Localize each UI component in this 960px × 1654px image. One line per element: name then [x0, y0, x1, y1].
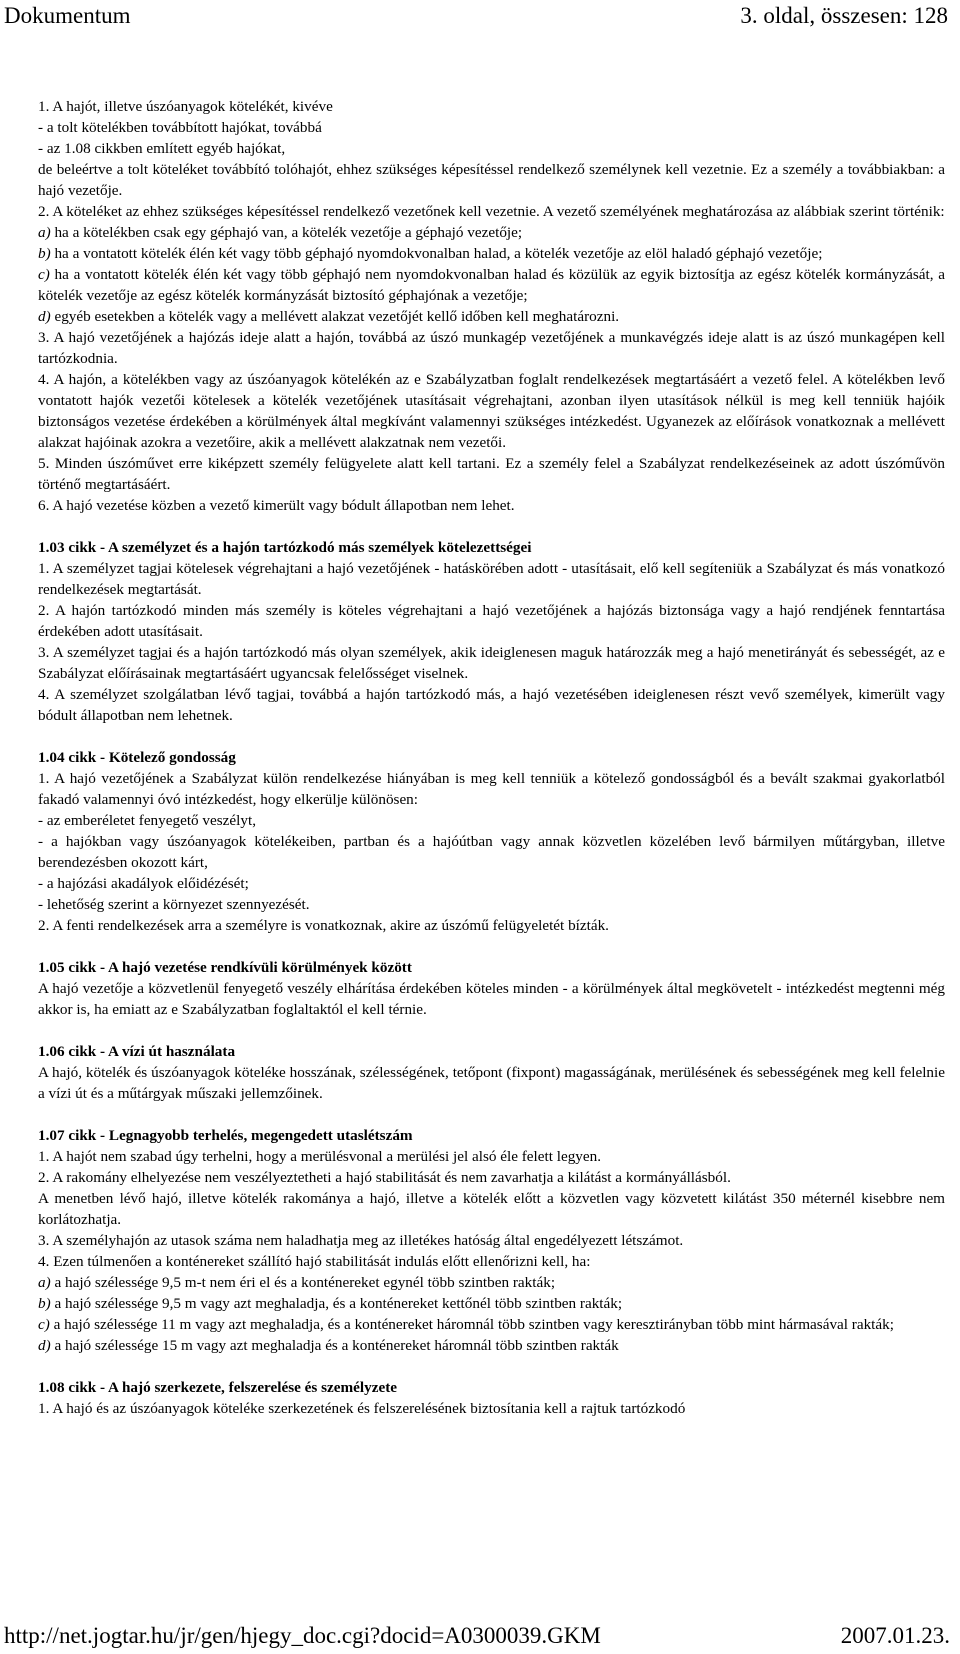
- section-1-03: [38, 537, 945, 726]
- section-para: A menetben lévő hajó, illetve kötelék rakománya a hajó, illetve a kötelék előtt a közvetlen vagy közvetett kilátást 350 méternél kisebbre nem korlátozhatja.: [38, 1190, 945, 1228]
- footer-date: 2007.01.23.: [840, 1623, 950, 1648]
- item-text: ha a vontatott kötelék élén két vagy több géphajó nem nyomdokvonalban halad és közülük az egyik biztosítja az egész kötelék kormányzását, a kötelék vezetője az egész kötelék kormányzását biztosító géphajónak a vezetője;: [38, 266, 945, 304]
- para-1-line-1: 1. A hajót, illetve úszóanyagok kötelékét, kivéve: [38, 98, 333, 115]
- para-2-item-c: [38, 264, 945, 306]
- section-para: 2. A rakomány elhelyezése nem veszélyeztetheti a hajó stabilitását és nem zavarhatja a kilátást a kormányállásból.: [38, 1169, 731, 1186]
- para-4: 4. A hajón, a kötelékben vagy az úszóanyagok kötelékén az e Szabályzatban foglalt rendelkezések megtartásáért a vezető felel. A kötelékben levő vontatott hajók vezetői kötelesek a kötelék vezetőjének utasításait végrehajtani, azonban ilyen utasítások nélkül is meg kell tenniük hajóik biztonságos vezetése érdekében a körülmények által megkívánt valamennyi szükséges intézkedést. Ugyanezek az előírások vonatkoznak a mellévett alakzat hajóinak azokra a vezetőire, akik a mellévett alakzatnak nem vezetői.: [38, 371, 945, 451]
- para-2: 2. A köteléket az ehhez szükséges képesítéssel rendelkező vezetőnek kell vezetnie. A vezető személyének meghatározása az alábbiak szerint történik:: [38, 203, 945, 220]
- section-title: 1.08 cikk - A hajó szerkezete, felszerelése és személyzete: [38, 1379, 398, 1396]
- para-2-item-d: [38, 306, 945, 327]
- item-text: a hajó szélessége 11 m vagy azt meghaladja, és a konténereket háromnál több szintben vagy keresztirányban több mint hármasával rakták;: [49, 1316, 894, 1333]
- para-5: 5. Minden úszóművet erre kiképzett személy felügyelete alatt kell tartani. Ez a személy felel a Szabályzat rendelkezéseinek az adott úszóművön történő megtartásáért.: [38, 455, 945, 493]
- item-label: d): [38, 308, 51, 325]
- section-title: 1.04 cikk - Kötelező gondosság: [38, 749, 236, 766]
- section-para: 3. A személyhajón az utasok száma nem haladhatja meg az illetékes hatóság által engedélyezett létszámot.: [38, 1232, 684, 1249]
- document-body: [38, 96, 945, 1419]
- section-1-07: [38, 1125, 945, 1356]
- item-text: a hajó szélessége 15 m vagy azt meghaladja és a konténereket háromnál több szintben rakták: [50, 1337, 619, 1354]
- para-2-item-a: [38, 222, 945, 243]
- para-2-item-b: [38, 243, 945, 264]
- para-1-line-2: - a tolt kötelékben továbbított hajókat, továbbá: [38, 119, 322, 136]
- item-label: a): [38, 224, 51, 241]
- section-para: 1. A hajó és az úszóanyagok köteléke szerkezetének és felszerelésének biztosítania kell a rajtuk tartózkodó: [38, 1400, 686, 1417]
- header-page-counter: 3. oldal, összesen: 128: [740, 3, 948, 28]
- dash-item: - a hajókban vagy úszóanyagok kötelékeiben, partban és a hajóútban vagy annak közvetlen közelében levő bármilyen műtárgyban, illetve berendezésben okozott kárt,: [38, 833, 945, 871]
- page-header: [0, 0, 960, 32]
- list-item-c: [38, 1314, 945, 1335]
- item-label: c): [38, 1316, 50, 1333]
- section-title: 1.06 cikk - A vízi út használata: [38, 1043, 236, 1060]
- section-para: 1. A személyzet tagjai kötelesek végrehajtani a hajó vezetőjének - hatáskörében adott - utasításait, elő kell segíteniük a Szabályzat és más vonatkozó rendelkezések megtartását.: [38, 560, 945, 598]
- list-item-b: [38, 1293, 945, 1314]
- item-label: b): [38, 245, 51, 262]
- item-label: a): [38, 1274, 51, 1291]
- para-3: 3. A hajó vezetőjének a hajózás ideje alatt a hajón, továbbá az úszó munkagép vezetőjének a munkavégzés ideje alatt is az úszó munkagépen kell tartózkodnia.: [38, 329, 945, 367]
- section-para: 1. A hajó vezetőjének a Szabályzat külön rendelkezése hiányában is meg kell tenniük a kötelező gondosságból és a bevált szakmai gyakorlatból fakadó valamennyi óvó intézkedést, hogy elkerülje különösen:: [38, 770, 945, 808]
- section-para: 3. A személyzet tagjai és a hajón tartózkodó más olyan személyek, akik ideiglenesen maguk határozzák meg a hajó menetirányát és sebességét, az e Szabályzat előírásainak megtartásáért ugyancsak felelősséget viselnek.: [38, 644, 945, 682]
- para-6: 6. A hajó vezetése közben a vezető kimerült vagy bódult állapotban nem lehet.: [38, 497, 515, 514]
- section-1-06: [38, 1041, 945, 1104]
- section-title: 1.03 cikk - A személyzet és a hajón tartózkodó más személyek kötelezettségei: [38, 539, 532, 556]
- page-footer: [0, 1618, 960, 1654]
- item-text: a hajó szélessége 9,5 m-t nem éri el és a konténereket egynél több szintben rakták;: [50, 1274, 556, 1291]
- dash-item: - lehetőség szerint a környezet szennyezését.: [38, 896, 310, 913]
- item-text: ha a kötelékben csak egy géphajó van, a kötelék vezetője a géphajó vezetője;: [50, 224, 523, 241]
- para-1-line-3: - az 1.08 cikkben említett egyéb hajókat,: [38, 140, 286, 157]
- header-document-label: Dokumentum: [4, 3, 131, 28]
- section-para: 1. A hajót nem szabad úgy terhelni, hogy a merülésvonal a merülési jel alsó éle felett legyen.: [38, 1148, 602, 1165]
- item-label: d): [38, 1337, 51, 1354]
- item-text: egyéb esetekben a kötelék vagy a mellévett alakzat vezetőjét kellő időben kell meghatározni.: [50, 308, 620, 325]
- section-title: 1.07 cikk - Legnagyobb terhelés, megengedett utaslétszám: [38, 1127, 413, 1144]
- section-1-08: [38, 1377, 945, 1419]
- footer-url-link[interactable]: http://net.jogtar.hu/jr/gen/hjegy_doc.cgi?docid=A0300039.GKM: [4, 1623, 601, 1648]
- list-item-d: [38, 1335, 945, 1356]
- section-title: 1.05 cikk - A hajó vezetése rendkívüli körülmények között: [38, 959, 412, 976]
- item-text: a hajó szélessége 9,5 m vagy azt meghaladja, és a konténereket kettőnél több szintben rakták;: [50, 1295, 623, 1312]
- list-item-a: [38, 1272, 945, 1293]
- section-para: A hajó vezetője a közvetlenül fenyegető veszély elhárítása érdekében köteles minden - a körülmények által megkövetelt - intézkedést megtenni még akkor is, ha emiatt az e Szabályzatban foglaltaktól el kell térnie.: [38, 980, 945, 1018]
- section-1-05: [38, 957, 945, 1020]
- item-label: c): [38, 266, 50, 283]
- para-1-line-4: de beleértve a tolt köteléket továbbító tolóhajót, ehhez szükséges képesítéssel rendelkező személynek kell vezetnie. Ez a személy a továbbiakban: a hajó vezetője.: [38, 161, 945, 199]
- section-para: 4. Ezen túlmenően a konténereket szállító hajó stabilitását indulás előtt ellenőrizni kell, ha:: [38, 1253, 591, 1270]
- item-text: ha a vontatott kötelék élén két vagy több géphajó nyomdokvonalban halad, a kötelék vezetője az elöl haladó géphajó vezetője;: [50, 245, 823, 262]
- section-para: 2. A fenti rendelkezések arra a személyre is vonatkoznak, akire az úszómű felügyeletét bízták.: [38, 917, 609, 934]
- section-para: 2. A hajón tartózkodó minden más személy is köteles végrehajtani a hajó vezetőjének a hajózás biztonsága vagy a hajó rendjének fenntartása érdekében adott utasításait.: [38, 602, 945, 640]
- section-1-04: [38, 747, 945, 936]
- section-para: 4. A személyzet szolgálatban lévő tagjai, továbbá a hajón tartózkodó más, a hajó vezetésében ideiglenesen részt vevő személyek, kimerült vagy bódult állapotban nem lehetnek.: [38, 686, 945, 724]
- dash-item: - az emberéletet fenyegető veszélyt,: [38, 812, 256, 829]
- section-para: A hajó, kötelék és úszóanyagok köteléke hosszának, szélességének, tetőpont (fixpont) magasságának, merülésének és sebességének meg kell felelnie a vízi út és a műtárgyak műszaki jellemzőinek.: [38, 1064, 945, 1102]
- dash-item: - a hajózási akadályok előidézését;: [38, 875, 249, 892]
- item-label: b): [38, 1295, 51, 1312]
